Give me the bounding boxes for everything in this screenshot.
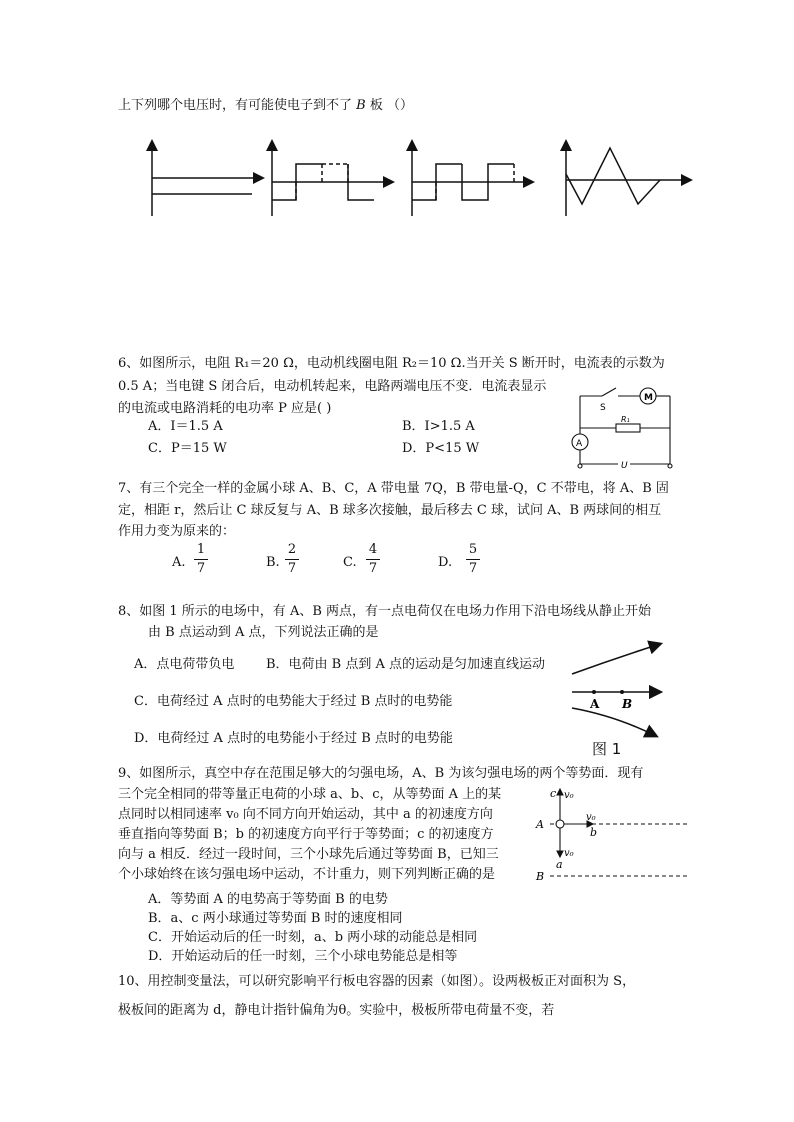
q7-option-d-fraction bbox=[466, 542, 480, 577]
fig-label-A: A bbox=[536, 818, 544, 831]
fig-label-b: b bbox=[590, 826, 598, 839]
q9-option-b[interactable]: B．a、c 两小球通过等势面 B 时的速度相同 bbox=[148, 911, 403, 926]
fig-label-v0-up: v₀ bbox=[564, 790, 574, 801]
frac-num: 4 bbox=[368, 542, 378, 557]
q5-voltage-graphs bbox=[0, 130, 794, 370]
q9-option-c[interactable]: C．开始运动后的任一时刻，a、b 两小球的动能总是相同 bbox=[148, 930, 478, 945]
fig-label-v0-down: v₀ bbox=[564, 848, 574, 859]
q8-figure-caption: 图 1 bbox=[592, 740, 622, 758]
q7-option-a-fraction bbox=[194, 542, 208, 577]
frac-den: 7 bbox=[468, 561, 478, 576]
q9-line3: 点同时以相同速率 v₀ 向不同方向开始运动，其中 a 的初速度方向 bbox=[118, 807, 493, 822]
q6-option-b[interactable]: B．I>1.5 A bbox=[402, 419, 475, 434]
frac-den: 7 bbox=[287, 561, 297, 576]
circuit-motor-label: M bbox=[644, 393, 653, 403]
q6-option-d[interactable]: D．P<15 W bbox=[402, 441, 480, 456]
field-label-a: A bbox=[590, 697, 600, 711]
graph-square-1 bbox=[272, 142, 392, 216]
frac-num: 5 bbox=[468, 542, 478, 557]
field-label-b: B bbox=[622, 697, 633, 711]
q7-option-b-label[interactable]: B. bbox=[266, 555, 280, 570]
graph-constant bbox=[152, 142, 262, 216]
q8-option-b[interactable]: B．电荷由 B 点到 A 点的运动是匀加速直线运动 bbox=[266, 657, 546, 672]
q6-option-a[interactable]: A．I＝1.5 A bbox=[148, 419, 223, 434]
q5-stem-end: 板 （） bbox=[369, 98, 413, 113]
q8-line1: 8、如图 1 所示的电场中，有 A、B 两点，有一点电荷仅在电场力作用下沿电场线从静止开始 bbox=[118, 604, 652, 619]
q9-option-a[interactable]: A．等势面 A 的电势高于等势面 B 的电势 bbox=[148, 892, 388, 907]
q7-line1: 7、有三个完全一样的金属小球 A、B、C，A 带电量 7Q，B 带电量-Q，C 不带电，将 A、B 固 bbox=[118, 481, 669, 496]
q9-line1: 9、如图所示，真空中存在范围足够大的匀强电场，A、B 为该匀强电场的两个等势面．现有 bbox=[118, 766, 644, 781]
q10-line2: 极板间的距离为 d，静电计指针偏角为θ。实验中，极板所带电荷量不变，若 bbox=[118, 1003, 555, 1018]
circuit-switch-label: S bbox=[600, 403, 606, 413]
fig-label-v0-right: v₀ bbox=[586, 812, 596, 823]
circuit-ammeter-label: A bbox=[576, 439, 583, 449]
q6-option-c[interactable]: C．P＝15 W bbox=[148, 441, 227, 456]
circuit-voltage-label: U bbox=[621, 461, 628, 471]
q7-option-c-fraction bbox=[366, 542, 380, 577]
q6-line3: 的电流或电路消耗的电功率 P 应是( ) bbox=[118, 401, 332, 416]
q5-stem-text: 上下列哪个电压时，有可能使电子到不了 bbox=[118, 98, 353, 113]
graph-triangle bbox=[566, 142, 690, 216]
frac-den: 7 bbox=[196, 561, 206, 576]
q9-line2: 三个完全相同的带等量正电荷的小球 a、b、c，从等势面 A 上的某 bbox=[118, 787, 502, 802]
q7-option-c-label[interactable]: C. bbox=[343, 555, 357, 570]
q7-line3: 作用力变为原来的： bbox=[118, 524, 236, 539]
q6-line2: 0.5 A；当电键 S 闭合后，电动机转起来，电路两端电压不变．电流表显示 bbox=[118, 379, 547, 394]
frac-num: 1 bbox=[196, 542, 206, 557]
graph-square-2 bbox=[412, 142, 532, 216]
q10-line1: 10、用控制变量法，可以研究影响平行板电容器的因素（如图）。设两极板正对面积为 S， bbox=[118, 974, 636, 989]
frac-den: 7 bbox=[368, 561, 378, 576]
q7-option-b-fraction bbox=[285, 542, 299, 577]
fig-label-B: B bbox=[536, 870, 545, 883]
q9-option-d[interactable]: D．开始运动后的任一时刻，三个小球电势能总是相等 bbox=[148, 949, 458, 964]
fig-label-a: a bbox=[556, 858, 563, 871]
q8-option-d[interactable]: D．电荷经过 A 点时的电势能小于经过 B 点时的电势能 bbox=[134, 731, 453, 746]
frac-num: 2 bbox=[287, 542, 297, 557]
q9-line4: 垂直指向等势面 B；b 的初速度方向平行于等势面；c 的初速度方 bbox=[118, 827, 494, 842]
q6-circuit-diagram bbox=[572, 382, 692, 472]
q8-option-c[interactable]: C．电荷经过 A 点时的电势能大于经过 B 点时的电势能 bbox=[134, 694, 453, 709]
q9-equipotential-figure bbox=[536, 784, 696, 884]
q6-line1: 6、如图所示，电阻 R₁＝20 Ω，电动机线圈电阻 R₂＝10 Ω.当开关 S 断开时，电流表的示数为 bbox=[118, 356, 665, 371]
q8-field-figure bbox=[570, 640, 670, 740]
circuit-resistor-label: R₁ bbox=[621, 415, 630, 424]
q5-stem-var: B bbox=[356, 98, 366, 113]
q5-stem bbox=[118, 97, 413, 115]
q7-option-d-label[interactable]: D. bbox=[438, 555, 453, 570]
q8-option-a[interactable]: A．点电荷带负电 bbox=[134, 657, 235, 672]
q9-line5: 向与 a 相反．经过一段时间，三个小球先后通过等势面 B，已知三 bbox=[118, 847, 499, 862]
q7-line2: 定，相距 r，然后让 C 球反复与 A、B 球多次接触，最后移去 C 球，试问 A、B 两球间的相互 bbox=[118, 503, 662, 518]
fig-label-c: c bbox=[550, 787, 557, 800]
q8-line2: 由 B 点运动到 A 点，下列说法正确的是 bbox=[148, 625, 379, 640]
q9-line6: 个小球始终在该匀强电场中运动，不计重力，则下列判断正确的是 bbox=[118, 867, 496, 882]
q7-option-a-label[interactable]: A. bbox=[172, 555, 186, 570]
